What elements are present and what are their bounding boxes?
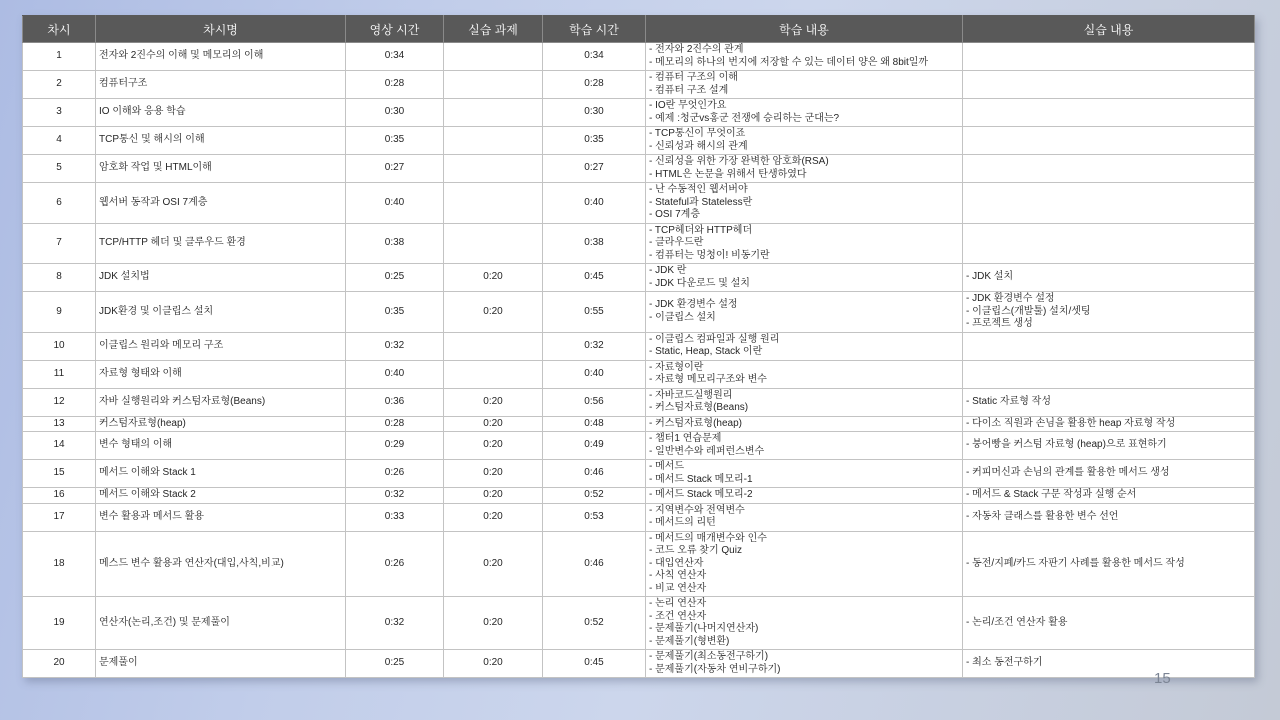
table-row — [23, 127, 1255, 155]
content-line: - 문제풀기(최소동전구하기) — [649, 651, 769, 662]
cell-session-name: TCP/HTTP 헤더 및 클루우드 환경 — [96, 223, 346, 264]
cell-practice-content — [963, 155, 1255, 183]
cell-session-no: 6 — [23, 183, 96, 224]
cell-practice-content — [963, 43, 1255, 71]
cell-session-name: 암호화 작업 및 HTML이해 — [96, 155, 346, 183]
cell-session-no: 12 — [23, 388, 96, 416]
table-row — [23, 360, 1255, 388]
cell-practice-content — [963, 416, 1255, 432]
cell-practice-task — [444, 332, 543, 360]
page-number: 15 — [1154, 670, 1171, 687]
cell-session-no: 9 — [23, 292, 96, 333]
content-line: - 컴퓨터는 멍청이! 비동기란 — [649, 249, 770, 261]
cell-study-time: 0:49 — [543, 432, 646, 460]
cell-practice-content — [963, 264, 1255, 292]
content-line: - JDK 환경변수 설정 — [966, 293, 1055, 304]
cell-study-content — [646, 264, 963, 292]
cell-practice-task: 0:20 — [444, 597, 543, 650]
cell-session-name: 메스드 변수 활용과 연산자(대입,사칙,비교) — [96, 531, 346, 597]
content-line: - 논리 연산자 — [649, 598, 707, 609]
cell-session-no: 2 — [23, 71, 96, 99]
table-row — [23, 99, 1255, 127]
cell-study-time: 0:45 — [543, 264, 646, 292]
content-line: - JDK 설치 — [966, 271, 1014, 283]
cell-practice-content — [963, 432, 1255, 460]
table-row — [23, 503, 1255, 531]
cell-session-no: 15 — [23, 460, 96, 488]
cell-practice-content — [963, 597, 1255, 650]
cell-video-time: 0:25 — [346, 650, 444, 678]
cell-practice-task — [444, 99, 543, 127]
table-row — [23, 460, 1255, 488]
cell-video-time: 0:32 — [346, 597, 444, 650]
cell-session-name: 문제풀이 — [96, 650, 346, 678]
cell-study-content — [646, 388, 963, 416]
content-line: - 메서드 — [649, 461, 685, 472]
content-line: - 비교 연산자 — [649, 582, 707, 594]
cell-session-name: 이클립스 원리와 메모리 구조 — [96, 332, 346, 360]
cell-study-time: 0:30 — [543, 99, 646, 127]
course-table — [22, 15, 1255, 678]
cell-session-no: 16 — [23, 488, 96, 504]
column-header-practice_task: 실습 과제 — [444, 16, 543, 43]
cell-practice-content — [963, 223, 1255, 264]
cell-session-name: IO 이해와 응용 학습 — [96, 99, 346, 127]
cell-study-time: 0:55 — [543, 292, 646, 333]
cell-practice-content — [963, 531, 1255, 597]
cell-session-name: 변수 활용과 메서드 활용 — [96, 503, 346, 531]
table-row — [23, 488, 1255, 504]
content-line: - 자동차 클래스를 활용한 변수 선언 — [966, 510, 1119, 522]
table-row — [23, 183, 1255, 224]
cell-session-name: 변수 형태의 이해 — [96, 432, 346, 460]
course-table-body — [23, 43, 1255, 678]
content-line: - 사칙 연산자 — [649, 570, 707, 581]
cell-practice-task: 0:20 — [444, 531, 543, 597]
cell-practice-task — [444, 183, 543, 224]
cell-practice-task: 0:20 — [444, 264, 543, 292]
cell-video-time: 0:36 — [346, 388, 444, 416]
column-header-study_content: 학습 내용 — [646, 16, 963, 43]
content-line: - 메모리의 하나의 번지에 저장할 수 있는 데이터 양은 왜 8bit일까 — [649, 56, 929, 68]
cell-study-time: 0:52 — [543, 488, 646, 504]
cell-study-content — [646, 71, 963, 99]
content-line: - 최소 동전구하기 — [966, 657, 1043, 669]
column-header-practice_content: 실습 내용 — [963, 16, 1255, 43]
table-row — [23, 531, 1255, 597]
table-row — [23, 71, 1255, 99]
cell-practice-content — [963, 388, 1255, 416]
content-line: - 커스텀자료형(heap) — [649, 417, 742, 429]
cell-session-no: 1 — [23, 43, 96, 71]
cell-study-content — [646, 332, 963, 360]
cell-practice-task: 0:20 — [444, 460, 543, 488]
table-row — [23, 597, 1255, 650]
cell-study-content — [646, 416, 963, 432]
cell-study-time: 0:45 — [543, 650, 646, 678]
content-line: - 신뢰성을 위한 가장 완벽한 암호화(RSA) — [649, 156, 829, 167]
content-line: - 예제 :청군vs홍군 전쟁에 승리하는 군대는? — [649, 112, 840, 124]
table-row — [23, 388, 1255, 416]
cell-video-time: 0:27 — [346, 155, 444, 183]
content-line: - Static, Heap, Stack 이란 — [649, 346, 763, 357]
cell-study-time: 0:35 — [543, 127, 646, 155]
content-line: - 동전/지폐/카드 자판기 사례를 활용한 메서드 작성 — [966, 557, 1185, 569]
content-line: - 다이소 직원과 손님을 활용한 heap 자료형 작성 — [966, 417, 1176, 429]
cell-practice-content — [963, 503, 1255, 531]
cell-session-no: 19 — [23, 597, 96, 650]
cell-practice-task: 0:20 — [444, 488, 543, 504]
cell-study-time: 0:53 — [543, 503, 646, 531]
cell-video-time: 0:35 — [346, 127, 444, 155]
table-row — [23, 432, 1255, 460]
content-line: - 자료형이란 — [649, 361, 704, 373]
cell-session-name: 커스텀자료형(heap) — [96, 416, 346, 432]
cell-study-time: 0:40 — [543, 360, 646, 388]
cell-session-no: 8 — [23, 264, 96, 292]
table-row — [23, 416, 1255, 432]
cell-practice-content — [963, 332, 1255, 360]
cell-session-name: 자료형 형태와 이해 — [96, 360, 346, 388]
cell-study-time: 0:27 — [543, 155, 646, 183]
cell-video-time: 0:35 — [346, 292, 444, 333]
content-line: - 커피머신과 손님의 관계를 활용한 메서드 생성 — [966, 467, 1170, 479]
content-line: - 컴퓨터 구조 설계 — [649, 84, 729, 96]
cell-video-time: 0:30 — [346, 99, 444, 127]
cell-practice-content — [963, 292, 1255, 333]
cell-study-time: 0:52 — [543, 597, 646, 650]
cell-practice-task: 0:20 — [444, 292, 543, 333]
cell-practice-content — [963, 71, 1255, 99]
content-line: - 메서드의 리턴 — [649, 517, 716, 528]
cell-session-name: 웹서버 동작과 OSI 7계층 — [96, 183, 346, 224]
cell-practice-content — [963, 99, 1255, 127]
content-line: - 이클립스 컴파일과 실행 원리 — [649, 333, 780, 345]
table-row — [23, 43, 1255, 71]
cell-study-content — [646, 155, 963, 183]
table-row — [23, 264, 1255, 292]
content-line: - JDK 다운로드 및 설치 — [649, 277, 750, 289]
cell-practice-content — [963, 460, 1255, 488]
content-line: - 신뢰성과 해시의 관계 — [649, 140, 748, 152]
cell-study-time: 0:56 — [543, 388, 646, 416]
content-line: - 문제풀기(나머지연산자) — [649, 623, 759, 634]
cell-video-time: 0:40 — [346, 183, 444, 224]
content-line: - 자바코드실행원리 — [649, 389, 733, 401]
cell-video-time: 0:25 — [346, 264, 444, 292]
content-line: - 클라우드란 — [649, 237, 704, 248]
cell-study-time: 0:32 — [543, 332, 646, 360]
cell-study-content — [646, 99, 963, 127]
cell-session-no: 3 — [23, 99, 96, 127]
cell-practice-task: 0:20 — [444, 432, 543, 460]
cell-study-content — [646, 292, 963, 333]
content-line: - 코드 오류 찾기 Quiz — [649, 545, 742, 556]
cell-video-time: 0:32 — [346, 488, 444, 504]
content-line: - 메서드 Stack 메모리-1 — [649, 473, 753, 485]
cell-session-name: 자바 실행원리와 커스텀자료형(Beans) — [96, 388, 346, 416]
content-line: - 챕터1 연습문제 — [649, 433, 722, 444]
content-line: - 자료형 메모리구조와 변수 — [649, 374, 767, 385]
cell-study-content — [646, 488, 963, 504]
cell-video-time: 0:26 — [346, 531, 444, 597]
cell-session-no: 18 — [23, 531, 96, 597]
cell-study-content — [646, 650, 963, 678]
content-line: - 대입연산자 — [649, 557, 704, 569]
content-line: - 붕어빵을 커스텀 자료형 (heap)으로 표현하기 — [966, 439, 1167, 451]
cell-study-content — [646, 127, 963, 155]
content-line: - JDK 환경변수 설정 — [649, 299, 738, 311]
column-header-no: 차시 — [23, 16, 96, 43]
cell-study-time: 0:46 — [543, 460, 646, 488]
cell-video-time: 0:33 — [346, 503, 444, 531]
cell-study-content — [646, 432, 963, 460]
cell-practice-content — [963, 488, 1255, 504]
cell-practice-task — [444, 223, 543, 264]
table-row — [23, 155, 1255, 183]
content-line: - 조건 연산자 — [649, 610, 707, 622]
cell-practice-content — [963, 183, 1255, 224]
cell-video-time: 0:28 — [346, 71, 444, 99]
cell-video-time: 0:40 — [346, 360, 444, 388]
cell-study-content — [646, 223, 963, 264]
cell-practice-task — [444, 127, 543, 155]
cell-study-content — [646, 460, 963, 488]
cell-practice-task: 0:20 — [444, 388, 543, 416]
cell-session-name: 전자와 2진수의 이해 및 메모리의 이해 — [96, 43, 346, 71]
cell-study-content — [646, 531, 963, 597]
table-row — [23, 650, 1255, 678]
cell-practice-task — [444, 155, 543, 183]
cell-session-name: 연산자(논리,조건) 및 문제풀이 — [96, 597, 346, 650]
cell-study-time: 0:48 — [543, 416, 646, 432]
content-line: - Stateful과 Stateless란 — [649, 196, 753, 208]
table-header-row — [23, 16, 1255, 43]
column-header-video_time: 영상 시간 — [346, 16, 444, 43]
cell-video-time: 0:28 — [346, 416, 444, 432]
content-line: - IO란 무엇인가요 — [649, 100, 727, 111]
cell-session-no: 20 — [23, 650, 96, 678]
content-line: - OSI 7계층 — [649, 209, 700, 220]
cell-study-content — [646, 597, 963, 650]
cell-practice-content — [963, 127, 1255, 155]
cell-study-content — [646, 360, 963, 388]
cell-practice-task: 0:20 — [444, 650, 543, 678]
cell-video-time: 0:32 — [346, 332, 444, 360]
cell-practice-task — [444, 43, 543, 71]
cell-practice-task — [444, 71, 543, 99]
cell-session-name: TCP통신 및 해시의 이해 — [96, 127, 346, 155]
cell-study-time: 0:40 — [543, 183, 646, 224]
cell-session-name: JDK환경 및 이클립스 설치 — [96, 292, 346, 333]
cell-video-time: 0:38 — [346, 223, 444, 264]
cell-study-time: 0:38 — [543, 223, 646, 264]
cell-session-no: 13 — [23, 416, 96, 432]
content-line: - 이클립스(개발툴) 설치/셋팅 — [966, 305, 1091, 317]
content-line: - TCP헤더와 HTTP헤더 — [649, 224, 753, 236]
content-line: - 문제풀기(자동차 연비구하기) — [649, 663, 781, 675]
cell-video-time: 0:34 — [346, 43, 444, 71]
column-header-name: 차시명 — [96, 16, 346, 43]
table-row — [23, 332, 1255, 360]
content-line: - 전자와 2진수의 관계 — [649, 44, 744, 55]
column-header-study_time: 학습 시간 — [543, 16, 646, 43]
table-row — [23, 292, 1255, 333]
cell-session-no: 4 — [23, 127, 96, 155]
content-line: - 지역변수와 전역변수 — [649, 504, 745, 516]
content-line: - HTML은 논문을 위해서 탄생하였다 — [649, 168, 807, 180]
content-line: - 이클립스 설치 — [649, 311, 716, 323]
cell-practice-task: 0:20 — [444, 416, 543, 432]
cell-practice-task: 0:20 — [444, 503, 543, 531]
content-line: - JDK 란 — [649, 265, 687, 276]
cell-video-time: 0:26 — [346, 460, 444, 488]
content-line: - 문제풀기(형변환) — [649, 635, 730, 647]
content-line: - 컴퓨터 구조의 이해 — [649, 72, 738, 83]
content-line: - 메서드 Stack 메모리-2 — [649, 489, 753, 500]
content-line: - TCP통신이 무엇이죠 — [649, 128, 746, 139]
cell-study-time: 0:46 — [543, 531, 646, 597]
cell-study-content — [646, 43, 963, 71]
table-row — [23, 223, 1255, 264]
cell-study-time: 0:34 — [543, 43, 646, 71]
content-line: - 메서드의 매개변수와 인수 — [649, 532, 767, 544]
content-line: - Static 자료형 작성 — [966, 395, 1051, 407]
content-line: - 일반변수와 레퍼런스변수 — [649, 445, 765, 457]
content-line: - 난 수동적인 웹서버야 — [649, 184, 748, 195]
cell-study-time: 0:28 — [543, 71, 646, 99]
cell-session-name: 컴퓨터구조 — [96, 71, 346, 99]
cell-session-no: 5 — [23, 155, 96, 183]
cell-practice-task — [444, 360, 543, 388]
cell-session-name: 메서드 이해와 Stack 2 — [96, 488, 346, 504]
cell-video-time: 0:29 — [346, 432, 444, 460]
cell-session-no: 14 — [23, 432, 96, 460]
cell-session-no: 10 — [23, 332, 96, 360]
cell-session-no: 17 — [23, 503, 96, 531]
cell-session-name: JDK 설치법 — [96, 264, 346, 292]
cell-session-no: 11 — [23, 360, 96, 388]
cell-session-name: 메서드 이해와 Stack 1 — [96, 460, 346, 488]
content-line: - 커스텀자료형(Beans) — [649, 402, 749, 413]
cell-practice-content — [963, 360, 1255, 388]
cell-study-content — [646, 183, 963, 224]
cell-session-no: 7 — [23, 223, 96, 264]
content-line: - 프로젝트 생성 — [966, 318, 1033, 329]
cell-study-content — [646, 503, 963, 531]
content-line: - 메서드 & Stack 구문 작성과 실행 순서 — [966, 489, 1137, 500]
cell-practice-content — [963, 650, 1255, 678]
content-line: - 논리/조건 연산자 활용 — [966, 616, 1068, 628]
